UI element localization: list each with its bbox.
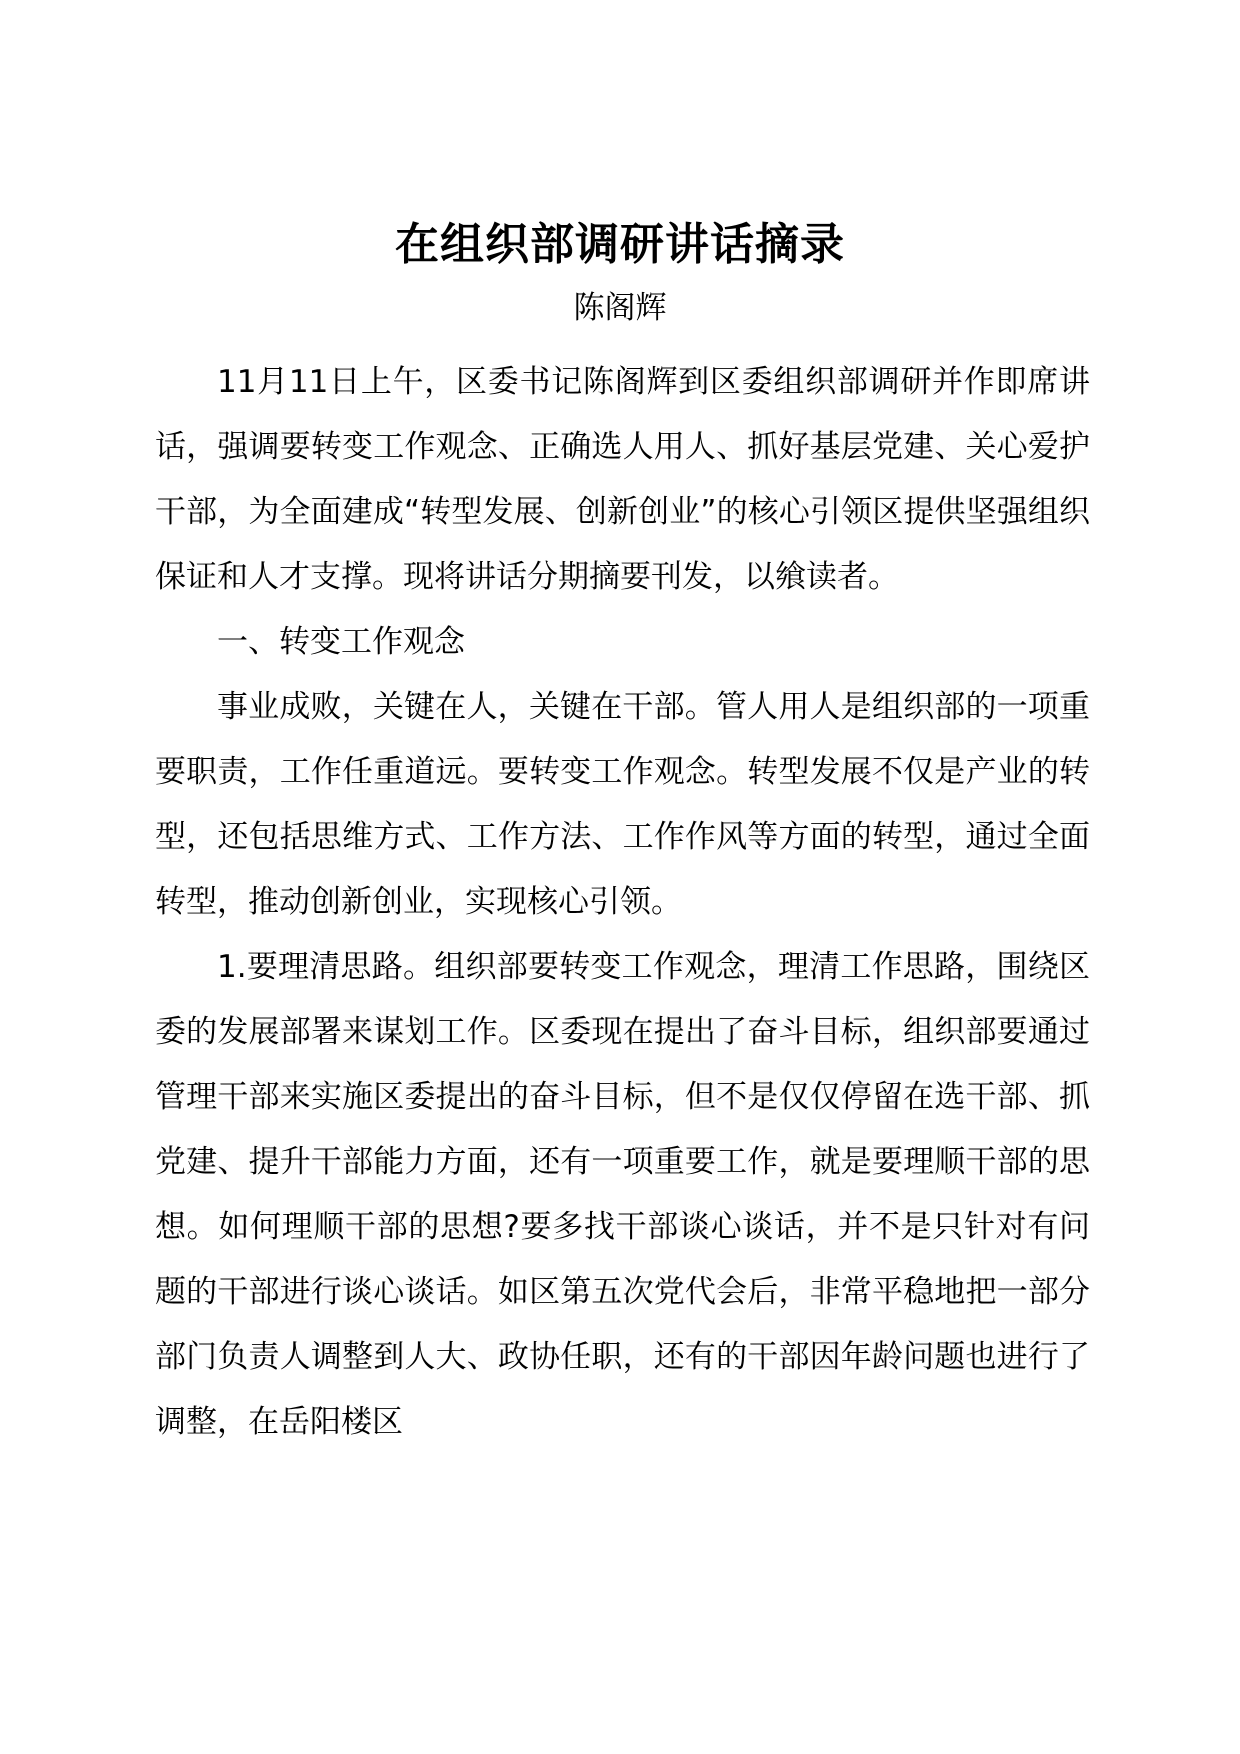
intro-paragraph: 11月11日上午，区委书记陈阁辉到区委组织部调研并作即席讲话，强调要转变工作观念、正确选人用人、抓好基层党建、关心爱护干部，为全面建成“转型发展、创新创业”的核心引领区提供坚强组织保证和人才支撑。现将讲话分期摘要刊发，以飨读者。 [155,364,1090,595]
body-paragraph: 1.要理清思路。组织部要转变工作观念，理清工作思路，围绕区委的发展部署来谋划工作。区委现在提出了奋斗目标，组织部要通过管理干部来实施区委提出的奋斗目标，但不是仅仅停留在选干部、抓党建、提升干部能力方面，还有一项重要工作，就是要理顺干部的思想。如何理顺干部的思想?要多找干部谈心谈话，并不是只针对有问题的干部进行谈心谈话。如区第五次党代会后，非常平稳地把一部分部门负责人调整到人大、政协任职，还有的干部因年龄问题也进行了调整，在岳阳楼区 [155,949,1090,1440]
section-heading: 一、转变工作观念 [217,624,465,660]
body-paragraph: 事业成败，关键在人，关键在干部。管人用人是组织部的一项重要职责，工作任重道远。要转变工作观念。转型发展不仅是产业的转型，还包括思维方式、工作方法、工作作风等方面的转型，通过全面转型，推动创新创业，实现核心引领。 [155,689,1090,920]
document-body [155,350,1090,1455]
document-title: 在组织部调研讲话摘录 [395,219,845,270]
document-author: 陈阁辉 [573,290,667,326]
